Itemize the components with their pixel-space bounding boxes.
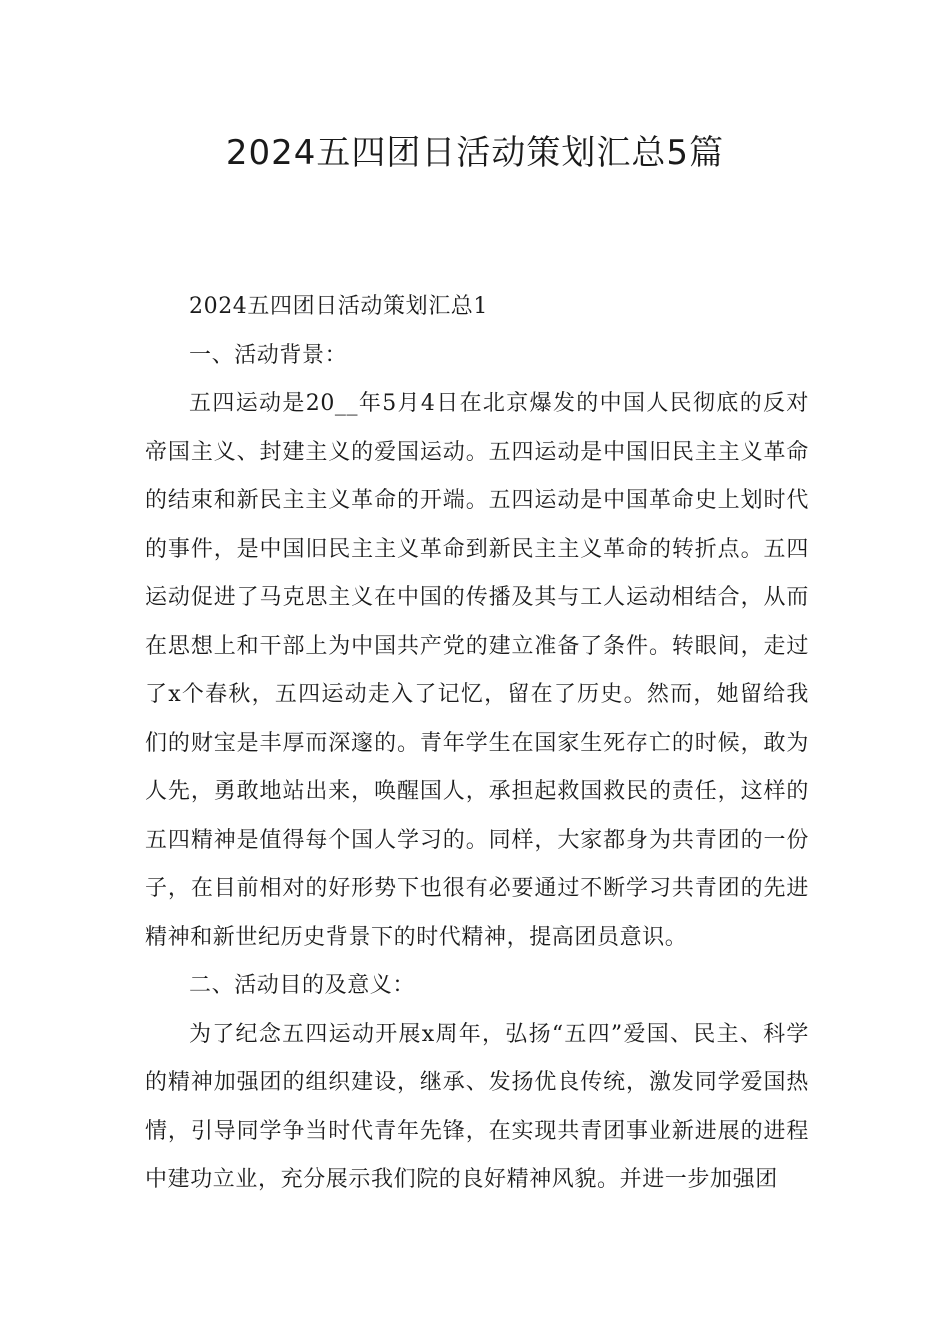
subsection-heading: 一、活动背景： <box>189 342 348 368</box>
section-heading: 2024五四团日活动策划汇总1 <box>189 294 488 319</box>
document-body <box>145 283 809 1205</box>
body-paragraph: 为了纪念五四运动开展x周年，弘扬“五四”爱国、民主、科学的精神加强团的组织建设，继承、发扬优良传统，激发同学爱国热情，引导同学争当时代青年先锋，在实现共青团事业新进展的进程中建功立业，充分展示我们院的良好精神风貌。并进一步加强团 <box>145 1021 809 1192</box>
body-paragraph: 五四运动是20__年5月4日在北京爆发的中国人民彻底的反对帝国主义、封建主义的爱国运动。五四运动是中国旧民主主义革命的结束和新民主主义革命的开端。五四运动是中国革命史上划时代的事件，是中国旧民主主义革命到新民主主义革命的转折点。五四运动促进了马克思主义在中国的传播及其与工人运动相结合，从而在思想上和干部上为中国共产党的建立准备了条件。转眼间，走过了x个春秋，五四运动走入了记忆，留在了历史。然而，她留给我们的财宝是丰厚而深邃的。青年学生在国家生死存亡的时候，敢为人先，勇敢地站出来，唤醒国人，承担起救国救民的责任，这样的五四精神是值得每个国人学习的。同样，大家都身为共青团的一份子，在目前相对的好形势下也很有必要通过不断学习共青团的先进精神和新世纪历史背景下的时代精神，提高团员意识。 <box>145 391 809 950</box>
document-title: 2024五四团日活动策划汇总5篇 <box>225 133 725 173</box>
subsection-heading: 二、活动目的及意义： <box>189 973 416 998</box>
